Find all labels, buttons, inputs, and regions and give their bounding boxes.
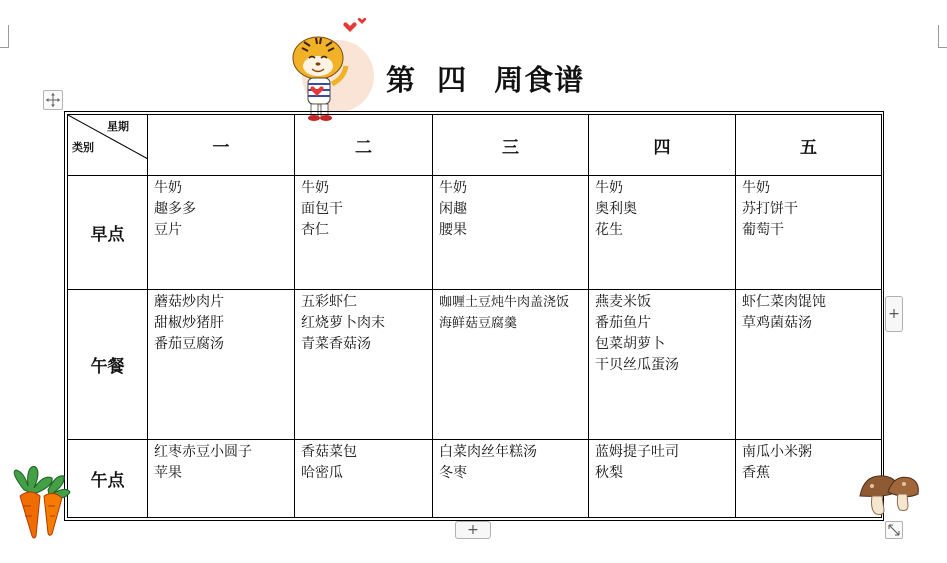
table-move-handle[interactable] (43, 90, 63, 110)
meal-item: 秋梨 (595, 465, 623, 481)
table-row (68, 176, 882, 290)
day-header-2: 二 (295, 115, 433, 176)
menu-table (67, 114, 882, 518)
meal-item: 香蕉 (742, 465, 770, 481)
meal-cell (148, 176, 295, 290)
meal-item: 虾仁菜肉馄饨 (742, 294, 826, 310)
meal-item: 牛奶 (301, 180, 329, 196)
title-part-1: 第 (386, 63, 417, 97)
meal-item: 奥利奥 (595, 201, 637, 217)
table-row (68, 290, 882, 440)
meal-item: 哈密瓜 (301, 465, 343, 481)
meal-item: 苏打饼干 (742, 201, 798, 217)
meal-item: 五彩虾仁 (301, 294, 357, 310)
meal-item: 牛奶 (154, 180, 182, 196)
meal-item: 红枣赤豆小圆子 (154, 444, 252, 460)
meal-item: 干贝丝瓜蛋汤 (595, 357, 679, 373)
meal-cell (433, 440, 589, 518)
meal-item: 闲趣 (439, 201, 467, 217)
page-title (386, 58, 584, 99)
meal-item: 牛奶 (742, 180, 770, 196)
meal-item: 香菇菜包 (301, 444, 357, 460)
day-header-1: 一 (148, 115, 295, 176)
meal-item: 葡萄干 (742, 222, 784, 238)
row-header-afternoon-snack: 午点 (68, 440, 148, 518)
meal-cell (295, 290, 433, 440)
meal-item: 白菜肉丝年糕汤 (439, 444, 537, 460)
meal-item: 杏仁 (301, 222, 329, 238)
corner-cell (68, 115, 148, 176)
crop-mark-top-right (938, 25, 947, 48)
meal-item: 番茄鱼片 (595, 315, 651, 331)
meal-item: 燕麦米饭 (595, 294, 651, 310)
day-header-5: 五 (736, 115, 882, 176)
meal-item: 草鸡菌菇汤 (742, 315, 812, 331)
meal-item: 苹果 (154, 465, 182, 481)
meal-item: 花生 (595, 222, 623, 238)
corner-label-week: 星期 (107, 120, 129, 133)
meal-item: 趣多多 (154, 201, 196, 217)
meal-item: 豆片 (154, 222, 182, 238)
meal-item: 红烧萝卜肉末 (301, 315, 385, 331)
meal-item: 咖喱土豆炖牛肉盖浇饭 (439, 295, 570, 310)
crop-mark-top-left (0, 25, 9, 48)
meal-item: 冬枣 (439, 465, 467, 481)
resize-diagonal-icon (888, 524, 900, 536)
meal-cell (589, 176, 736, 290)
meal-item: 海鲜菇豆腐羹 (439, 316, 518, 331)
meal-item: 青菜香菇汤 (301, 336, 371, 352)
meal-cell (295, 440, 433, 518)
day-header-4: 四 (589, 115, 736, 176)
row-header-breakfast: 早点 (68, 176, 148, 290)
add-column-button[interactable]: + (885, 296, 903, 332)
table-row (68, 440, 882, 518)
row-header-lunch: 午餐 (68, 290, 148, 440)
meal-cell (295, 176, 433, 290)
meal-item: 甜椒炒猪肝 (154, 315, 224, 331)
meal-item: 南瓜小米粥 (742, 444, 812, 460)
meal-cell (148, 290, 295, 440)
meal-item: 牛奶 (439, 180, 467, 196)
meal-cell (736, 176, 882, 290)
meal-item: 腰果 (439, 222, 467, 238)
table-resize-handle[interactable] (885, 521, 903, 539)
title-part-3: 周食谱 (494, 63, 585, 97)
day-header-3: 三 (433, 115, 589, 176)
meal-cell (433, 290, 589, 440)
meal-cell (736, 290, 882, 440)
menu-table-frame (64, 111, 884, 521)
add-row-button[interactable]: + (455, 521, 491, 539)
meal-item: 蓝姆提子吐司 (595, 444, 679, 460)
carrot-sticker-icon (4, 466, 74, 544)
meal-cell (148, 440, 295, 518)
table-header-row (68, 115, 882, 176)
meal-item: 番茄豆腐汤 (154, 336, 224, 352)
meal-cell (589, 290, 736, 440)
mushroom-sticker-icon (858, 472, 920, 520)
meal-item: 蘑菇炒肉片 (154, 294, 224, 310)
move-arrows-icon (45, 92, 61, 108)
corner-label-category: 类别 (72, 141, 94, 154)
meal-cell (589, 440, 736, 518)
title-part-2: 四 (437, 63, 468, 97)
meal-item: 面包干 (301, 201, 343, 217)
meal-item: 牛奶 (595, 180, 623, 196)
meal-cell (433, 176, 589, 290)
meal-item: 包菜胡萝卜 (595, 336, 665, 352)
